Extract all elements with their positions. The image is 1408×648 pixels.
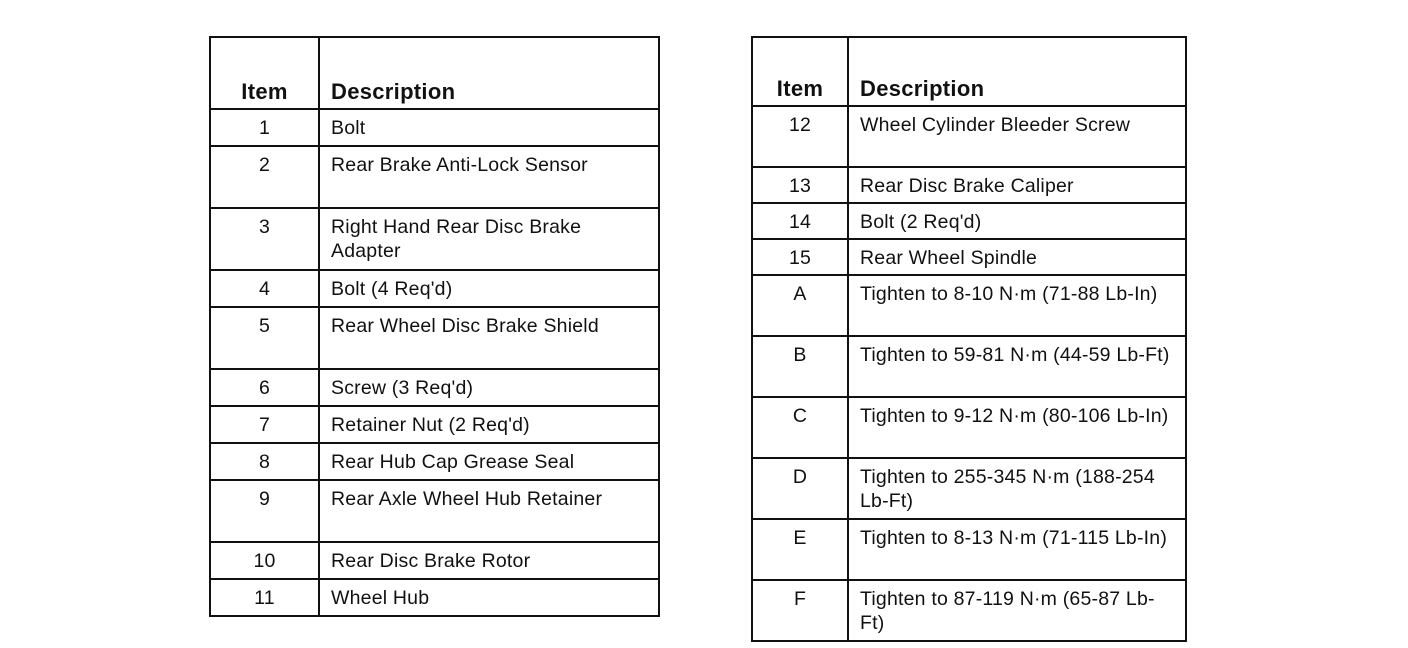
table-row — [210, 109, 659, 146]
item-number: 1 — [210, 109, 319, 146]
item-description: Bolt — [319, 109, 659, 146]
table-row — [752, 458, 1186, 519]
item-description: Retainer Nut (2 Req'd) — [319, 406, 659, 443]
table-row — [210, 406, 659, 443]
item-number: 11 — [210, 579, 319, 616]
item-description: Tighten to 255-345 N·m (188-254 Lb-Ft) — [848, 458, 1186, 519]
table-row — [210, 208, 659, 270]
table-row — [210, 307, 659, 369]
item-number: 12 — [752, 106, 848, 167]
parts-table-left — [209, 36, 660, 617]
item-number: D — [752, 458, 848, 519]
item-number: 6 — [210, 369, 319, 406]
table-header-row — [752, 37, 1186, 106]
table-row — [210, 369, 659, 406]
table-row — [752, 336, 1186, 397]
item-description: Rear Axle Wheel Hub Retainer — [319, 480, 659, 542]
table-row — [752, 275, 1186, 336]
table-row — [210, 542, 659, 579]
item-description: Rear Hub Cap Grease Seal — [319, 443, 659, 480]
item-number: 8 — [210, 443, 319, 480]
table-row — [210, 443, 659, 480]
item-number: 4 — [210, 270, 319, 307]
item-description: Tighten to 87-119 N·m (65-87 Lb-Ft) — [848, 580, 1186, 641]
table-header-row — [210, 37, 659, 109]
table-row — [210, 579, 659, 616]
table-row — [752, 203, 1186, 239]
description-column-header: Description — [848, 37, 1186, 106]
item-number: F — [752, 580, 848, 641]
item-number: C — [752, 397, 848, 458]
table-row — [752, 397, 1186, 458]
item-number: A — [752, 275, 848, 336]
item-description: Rear Wheel Spindle — [848, 239, 1186, 275]
item-description: Bolt (4 Req'd) — [319, 270, 659, 307]
item-number: 7 — [210, 406, 319, 443]
item-number: E — [752, 519, 848, 580]
item-description: Right Hand Rear Disc Brake Adapter — [319, 208, 659, 270]
item-description: Screw (3 Req'd) — [319, 369, 659, 406]
table-row — [752, 519, 1186, 580]
item-description: Rear Brake Anti-Lock Sensor — [319, 146, 659, 208]
item-number: 13 — [752, 167, 848, 203]
table-row — [752, 239, 1186, 275]
table-row — [752, 106, 1186, 167]
table-row — [210, 480, 659, 542]
item-description: Tighten to 8-13 N·m (71-115 Lb-In) — [848, 519, 1186, 580]
item-description: Wheel Cylinder Bleeder Screw — [848, 106, 1186, 167]
item-description: Tighten to 9-12 N·m (80-106 Lb-In) — [848, 397, 1186, 458]
table-row — [752, 167, 1186, 203]
item-description: Tighten to 59-81 N·m (44-59 Lb-Ft) — [848, 336, 1186, 397]
item-description: Wheel Hub — [319, 579, 659, 616]
item-number: B — [752, 336, 848, 397]
item-column-header: Item — [752, 37, 848, 106]
item-description: Bolt (2 Req'd) — [848, 203, 1186, 239]
item-description: Rear Disc Brake Caliper — [848, 167, 1186, 203]
item-description: Rear Wheel Disc Brake Shield — [319, 307, 659, 369]
item-number: 14 — [752, 203, 848, 239]
table-row — [210, 270, 659, 307]
item-number: 2 — [210, 146, 319, 208]
description-column-header: Description — [319, 37, 659, 109]
item-number: 15 — [752, 239, 848, 275]
item-number: 9 — [210, 480, 319, 542]
item-column-header: Item — [210, 37, 319, 109]
item-number: 3 — [210, 208, 319, 270]
table-row — [210, 146, 659, 208]
item-description: Rear Disc Brake Rotor — [319, 542, 659, 579]
parts-table-right — [751, 36, 1187, 642]
item-number: 5 — [210, 307, 319, 369]
item-number: 10 — [210, 542, 319, 579]
item-description: Tighten to 8-10 N·m (71-88 Lb-In) — [848, 275, 1186, 336]
table-row — [752, 580, 1186, 641]
